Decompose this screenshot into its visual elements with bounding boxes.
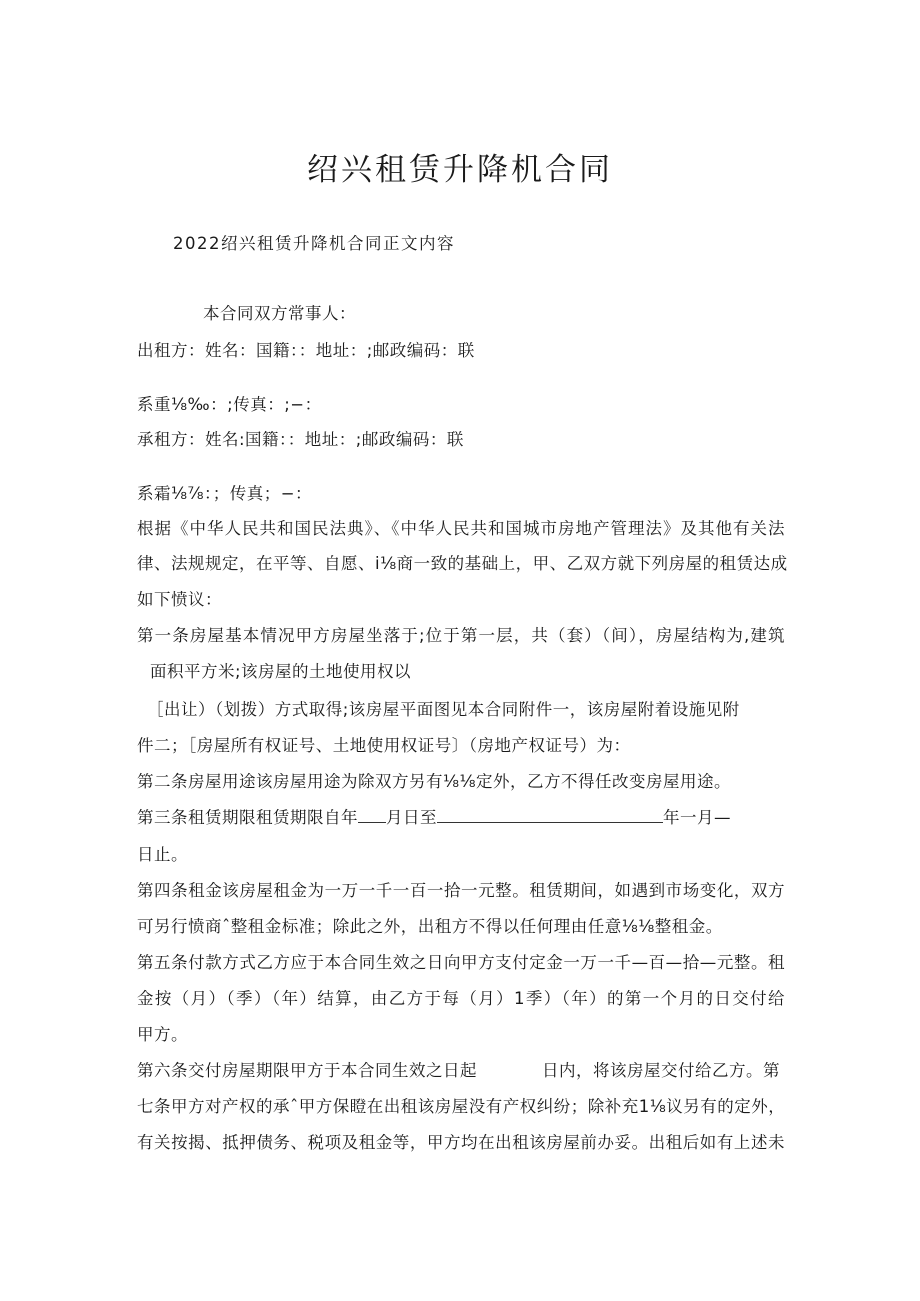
text-line: 金按（月）（季）（年）结算，由乙方于每（月）1季）（年）的第一个月的日交付给 [137, 989, 785, 1008]
text-line: 如下愤议： [137, 590, 222, 609]
document-title: 绍兴租赁升降机合同 [307, 152, 613, 188]
text-line: 第一条房屋基本情况甲方房屋坐落于;位于第一层，共（套）（间），房屋结构为,建筑 [137, 626, 785, 645]
text-line: 根据《中华人民共和国民法典》、《中华人民共和国城市房地产管理法》及其他有关法 [137, 519, 785, 538]
text-line: 件二；［房屋所有权证号、土地使用权证号〕（房地产权证号）为： [137, 736, 631, 755]
text-line: 日止。 [137, 845, 188, 864]
text-line: 有关按揭、抵押债务、税项及租金等，甲方均在出租该房屋前办妥。出租后如有上述未 [137, 1133, 785, 1152]
term-clause-part: 第三条租赁期限租赁期限自年 [137, 808, 358, 827]
text-line: 第二条房屋用途该房屋用途为除双方另有⅛⅛定外，乙方不得任改变房屋用途。 [137, 772, 731, 791]
document-subtitle: 2022绍兴租赁升降机合同正文内容 [173, 234, 455, 253]
text-line: 第六条交付房屋期限甲方于本合同生效之日起 [137, 1061, 477, 1080]
text-line: 甲方。 [137, 1025, 188, 1044]
term-clause-part: 月日至 [386, 808, 437, 827]
text-line: 第五条付款方式乙方应于本合同生效之日向甲方支付定金一万一千—百—拾—元整。租 [137, 953, 785, 972]
text-line: 本合同双方常事人： [203, 304, 356, 323]
text-line: 律、法规规定，在平等、自愿、i⅛商一致的基础上，甲、乙双方就下列房屋的租赁达成 [137, 554, 788, 573]
term-clause-line [137, 808, 731, 828]
text-line: 日内，将该房屋交付给乙方。第 [542, 1061, 780, 1080]
text-line: 第四条租金该房屋租金为一万一千一百一拾一元整。租赁期间，如遇到市场变化，双方 [137, 881, 785, 900]
text-line: 系霜⅛⅞：；传真；−： [137, 484, 313, 503]
blank-underline [358, 808, 386, 823]
blank-underline [437, 808, 663, 823]
term-clause-part: 年一月— [663, 808, 731, 827]
text-line: 承租方：姓名:国籍：：地址：;邮政编码：联 [137, 430, 464, 449]
text-line: 七条甲方对产权的承ˆ甲方保瞪在出租该房屋没有产权纠纷；除补充1⅛议另有的定外， [137, 1097, 786, 1116]
text-line: 系重⅛‰：;传真：;−： [137, 395, 322, 414]
text-line: 面积平方米;该房屋的土地使用权以 [150, 662, 412, 681]
text-line: ［出让）（划拨）方式取得;该房屋平面图见本合同附件一，该房屋附着设施见附 [147, 700, 740, 719]
text-line: 出租方：姓名：国籍：：地址：;邮政编码：联 [137, 341, 475, 360]
text-line: 可另行愤商ˆ整租金标准；除此之外，出租方不得以任何理由任意⅛⅛整租金。 [137, 917, 723, 936]
